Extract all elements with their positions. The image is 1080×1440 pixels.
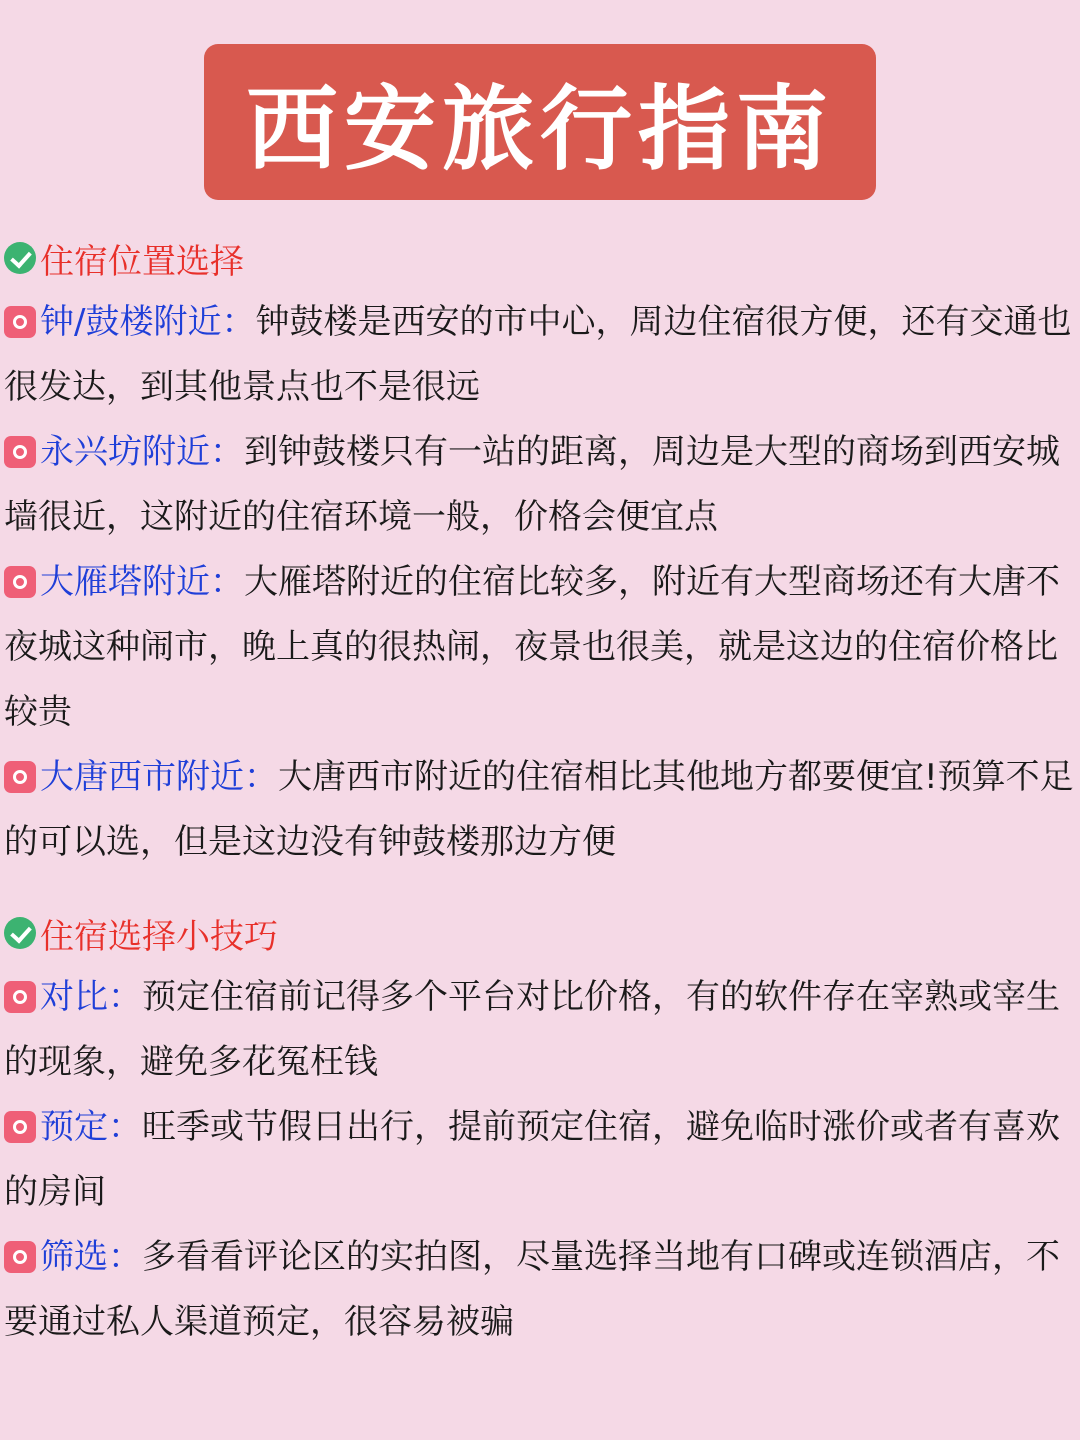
list-item [4,290,1074,420]
record-button-icon [4,761,36,793]
list-item [4,550,1074,745]
section-heading [4,226,1074,290]
list-item [4,1095,1074,1225]
record-button-icon [4,1111,36,1143]
item-text: 多看看评论区的实拍图，尽量选择当地有口碑或连锁酒店，不要通过私人渠道预定，很容易被骗 [4,1237,1060,1342]
item-label: 永兴坊附近： [40,432,244,472]
item-text: 大雁塔附近的住宿比较多，附近有大型商场还有大唐不夜城这种闹市，晚上真的很热闹，夜景也很美，就是这边的住宿价格比较贵 [4,562,1060,732]
section-heading-text: 住宿位置选择 [40,241,244,282]
item-text: 钟鼓楼是西安的市中心，周边住宿很方便，还有交通也很发达，到其他景点也不是很远 [4,302,1072,407]
item-text: 预定住宿前记得多个平台对比价格，有的软件存在宰熟或宰生的现象，避免多花冤枉钱 [4,977,1060,1082]
section-heading-text: 住宿选择小技巧 [40,916,278,957]
title-banner [204,44,876,200]
item-label: 筛选： [40,1237,142,1277]
item-label: 预定： [40,1107,142,1147]
section-heading [4,901,1074,965]
record-button-icon [4,1241,36,1273]
item-label: 钟/鼓楼附近： [40,302,256,342]
item-text: 大唐西市附近的住宿相比其他地方都要便宜!预算不足的可以选，但是这边没有钟鼓楼那边方便 [4,757,1074,862]
section-accommodation-location [4,226,1074,875]
item-label: 大雁塔附近： [40,562,244,602]
record-button-icon [4,981,36,1013]
item-text: 到钟鼓楼只有一站的距离，周边是大型的商场到西安城墙很近，这附近的住宿环境一般，价格会便宜点 [4,432,1060,537]
record-button-icon [4,566,36,598]
item-text: 旺季或节假日出行，提前预定住宿，避免临时涨价或者有喜欢的房间 [4,1107,1060,1212]
page-title: 西安旅行指南 [245,76,834,183]
guide-content [4,226,1074,1355]
list-item [4,745,1074,875]
record-button-icon [4,306,36,338]
list-item [4,420,1074,550]
item-label: 对比： [40,977,142,1017]
check-circle-icon [4,917,36,949]
item-label: 大唐西市附近： [40,757,278,797]
list-item [4,1225,1074,1355]
check-circle-icon [4,242,36,274]
record-button-icon [4,436,36,468]
section-accommodation-tips [4,901,1074,1355]
list-item [4,965,1074,1095]
